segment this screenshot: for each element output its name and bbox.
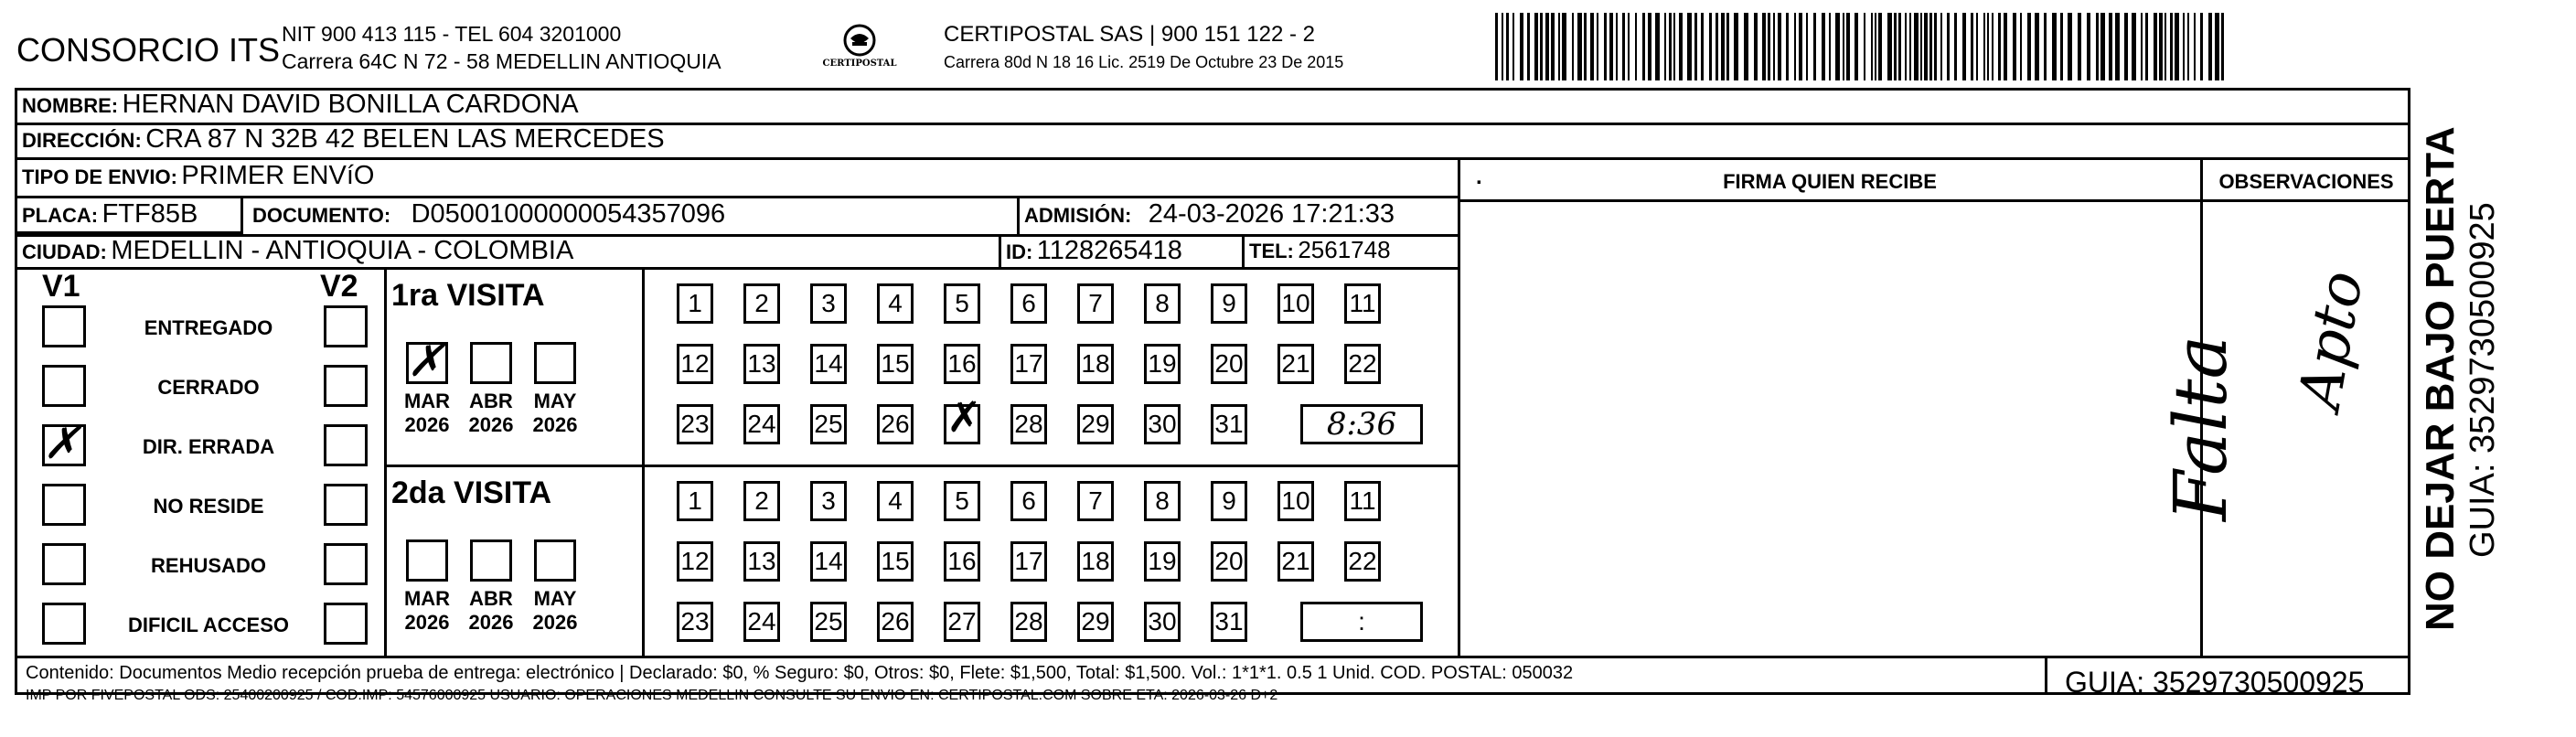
- barcode-bar: [2027, 13, 2031, 80]
- company-nit: NIT 900 413 115 - TEL 604 3201000: [282, 22, 622, 46]
- barcode-bar: [2044, 13, 2047, 80]
- day-box[interactable]: [944, 392, 982, 444]
- barcode-bar: [1655, 13, 1660, 80]
- tel-label: TEL:: [1249, 240, 1294, 262]
- day-box[interactable]: 1: [677, 283, 713, 324]
- barcode-bar: [2170, 13, 2173, 80]
- observaciones-label: OBSERVACIONES: [2218, 170, 2394, 193]
- day-box[interactable]: 12: [677, 344, 713, 384]
- day-box[interactable]: 18: [1077, 344, 1114, 384]
- direccion-value: CRA 87 N 32B 42 BELEN LAS MERCEDES: [145, 124, 665, 154]
- barcode-bar: [1648, 13, 1651, 80]
- v2-label: V2: [320, 269, 358, 304]
- barcode-bar: [1709, 13, 1712, 80]
- barcode-bar: [1905, 13, 1907, 80]
- month-year: 2026: [468, 413, 514, 436]
- barcode-bar: [1551, 13, 1555, 80]
- barcode-bar: [2141, 13, 2143, 80]
- barcode-bar: [1864, 13, 1865, 80]
- day-box[interactable]: 30: [1144, 404, 1181, 444]
- day-box[interactable]: 29: [1077, 602, 1114, 642]
- barcode-bar: [1878, 13, 1882, 80]
- v1-checkbox[interactable]: [42, 484, 86, 526]
- month-year: 2026: [468, 611, 514, 634]
- day-box[interactable]: 9: [1211, 283, 1247, 324]
- day-box[interactable]: 4: [877, 481, 914, 521]
- day-box[interactable]: 16: [944, 344, 980, 384]
- barcode-bar: [1635, 13, 1637, 80]
- barcode-bar: [1909, 13, 1911, 80]
- barcode-bar: [1835, 13, 1840, 80]
- barcode-bar: [1829, 13, 1831, 80]
- status-label: NO RESIDE: [153, 495, 264, 518]
- crossed-day-mark: ✗: [946, 392, 982, 442]
- barcode-bar: [1512, 13, 1514, 80]
- day-box[interactable]: 6: [1010, 283, 1047, 324]
- barcode-bar: [1679, 13, 1683, 80]
- v1-checkbox[interactable]: [42, 603, 86, 645]
- barcode-bar: [2078, 13, 2081, 80]
- barcode-bar: [2124, 13, 2128, 80]
- check-mark-icon: ✗: [407, 336, 444, 387]
- month-checkbox[interactable]: [534, 342, 576, 384]
- month-name: ABR: [469, 390, 513, 412]
- barcode-bar: [1701, 13, 1704, 80]
- day-box[interactable]: 11: [1344, 283, 1381, 324]
- status-label: REHUSADO: [151, 554, 266, 577]
- barcode-bar: [2159, 13, 2163, 80]
- barcode-bar: [1898, 13, 1901, 80]
- month-name: MAR: [403, 587, 451, 610]
- certipostal-logo-icon: [814, 22, 905, 77]
- month-label: [459, 390, 523, 437]
- admision-value: 24-03-2026 17:21:33: [1148, 199, 1395, 229]
- barcode-bar: [1506, 13, 1509, 80]
- barcode-bar: [1962, 13, 1966, 80]
- barcode-bar: [1822, 13, 1825, 80]
- barcode-bar: [1642, 13, 1645, 80]
- barcode-bar: [1778, 13, 1781, 80]
- day-box[interactable]: 24: [743, 602, 780, 642]
- month-checkbox[interactable]: [406, 539, 448, 582]
- day-box[interactable]: 7: [1077, 283, 1114, 324]
- admision-row: [1024, 199, 1395, 230]
- barcode-bar: [2183, 13, 2185, 80]
- company-name: CONSORCIO ITS: [16, 31, 281, 69]
- day-box[interactable]: 18: [1077, 541, 1114, 582]
- month-year: 2026: [532, 413, 578, 436]
- day-box[interactable]: 27: [944, 602, 980, 642]
- barcode-bar: [1983, 13, 1985, 80]
- day-box[interactable]: 24: [743, 404, 780, 444]
- day-box[interactable]: 7: [1077, 481, 1114, 521]
- barcode-bar: [1846, 13, 1850, 80]
- barcode-bar: [1920, 13, 1922, 80]
- barcode-bar: [1520, 13, 1523, 80]
- day-box[interactable]: 8: [1144, 481, 1181, 521]
- barcode-bar: [2060, 13, 2063, 80]
- day-box[interactable]: 20: [1211, 344, 1247, 384]
- tipo-label: TIPO DE ENVIO:: [22, 166, 177, 188]
- barcode-bar: [1799, 13, 1802, 80]
- nombre-label: NOMBRE:: [22, 94, 119, 117]
- firma-label: FIRMA QUIEN RECIBE: [1723, 170, 1937, 193]
- day-box[interactable]: 21: [1277, 344, 1314, 384]
- barcode-bar: [1794, 13, 1796, 80]
- day-box[interactable]: 14: [810, 344, 847, 384]
- day-box[interactable]: 3: [810, 481, 847, 521]
- barcode-bar: [2164, 13, 2166, 80]
- status-label: DIFICIL ACCESO: [127, 614, 289, 636]
- v1-label: V1: [42, 269, 80, 304]
- v2-checkbox[interactable]: [324, 484, 368, 526]
- day-box[interactable]: 5: [944, 481, 980, 521]
- barcode-bar: [2145, 13, 2148, 80]
- barcode-bar: [1987, 13, 1989, 80]
- id-value: 1128265418: [1036, 236, 1182, 265]
- day-box[interactable]: 28: [1010, 602, 1047, 642]
- barcode-bar: [1495, 13, 1498, 80]
- barcode-bar: [2115, 13, 2120, 80]
- barcode-bar: [1914, 13, 1919, 80]
- month-name: MAY: [533, 390, 577, 412]
- barcode-bar: [1813, 13, 1816, 80]
- handwritten-note-apto: Apto: [2286, 265, 2378, 414]
- month-checkbox[interactable]: [470, 342, 512, 384]
- tel-value: 2561748: [1298, 236, 1391, 263]
- visit-title: 1ra VISITA: [391, 278, 545, 313]
- barcode-bar: [1616, 13, 1618, 80]
- v1-checkbox[interactable]: [42, 418, 86, 469]
- barcode-bar: [1894, 13, 1897, 80]
- placa-row: [22, 199, 198, 230]
- month-label: [523, 587, 587, 635]
- nombre-value: HERNAN DAVID BONILLA CARDONA: [122, 90, 579, 119]
- tel-row: [1249, 236, 1391, 264]
- barcode-bar: [1572, 13, 1574, 80]
- barcode-bar: [1871, 13, 1873, 80]
- barcode-bar: [1716, 13, 1718, 80]
- month-name: ABR: [469, 587, 513, 610]
- barcode-bar: [1768, 13, 1770, 80]
- day-box[interactable]: 1: [677, 481, 713, 521]
- carrier-name: CERTIPOSTAL SAS | 900 151 122 - 2: [944, 22, 1315, 47]
- barcode-bar: [1628, 13, 1630, 80]
- barcode-bar: [2154, 13, 2157, 80]
- barcode-bar: [1998, 13, 2001, 80]
- day-box[interactable]: 2: [743, 283, 780, 324]
- barcode-bar: [2109, 13, 2112, 80]
- barcode-bar: [1875, 13, 1876, 80]
- day-box[interactable]: 26: [877, 602, 914, 642]
- barcode-bar: [1971, 13, 1973, 80]
- barcode-bar: [2200, 13, 2203, 80]
- month-name: MAY: [533, 587, 577, 610]
- day-box[interactable]: 25: [810, 404, 847, 444]
- barcode-bar: [1597, 13, 1598, 80]
- barcode-bar: [1976, 13, 1978, 80]
- barcode-bar: [1843, 13, 1844, 80]
- barcode-bar: [2194, 13, 2196, 80]
- barcode-bar: [1577, 13, 1582, 80]
- day-box[interactable]: 13: [743, 541, 780, 582]
- barcode-bar: [1669, 13, 1672, 80]
- month-name: MAR: [403, 390, 451, 412]
- barcode-bar: [1562, 13, 1566, 80]
- documento-label: DOCUMENTO:: [252, 204, 391, 227]
- direccion-label: DIRECCIÓN:: [22, 129, 142, 152]
- barcode-bar: [1762, 13, 1766, 80]
- barcode-bar: [1992, 13, 1993, 80]
- barcode-bar: [1887, 13, 1892, 80]
- barcode-bar: [1540, 13, 1543, 80]
- day-box[interactable]: 26: [877, 404, 914, 444]
- day-box[interactable]: 8: [1144, 283, 1181, 324]
- barcode-bar: [1773, 13, 1775, 80]
- logo-text: CERTIPOSTAL: [822, 59, 897, 69]
- day-box[interactable]: 15: [877, 541, 914, 582]
- day-box[interactable]: 10: [1277, 283, 1314, 324]
- barcode-bar: [1558, 13, 1560, 80]
- barcode-bar: [2004, 13, 2007, 80]
- day-box[interactable]: 22: [1344, 344, 1381, 384]
- v2-checkbox[interactable]: [324, 543, 368, 585]
- footer-print-info: IMP POR FIVEPOSTAL ODS: 25400200925 / COD.IMP: 54576000925 USUARIO: OPERACIONES MEDELLIN CONSULTE SU ENVIO EN: CERTIPOSTAL.COM SOBRE ETA: 2026-03-26 D+2: [26, 688, 1278, 703]
- day-box[interactable]: 23: [677, 602, 713, 642]
- barcode-bar: [1806, 13, 1808, 80]
- barcode-bar: [1934, 13, 1937, 80]
- barcode-bar: [1604, 13, 1607, 80]
- month-label: [395, 587, 459, 635]
- day-box[interactable]: 31: [1211, 602, 1247, 642]
- day-box[interactable]: 13: [743, 344, 780, 384]
- day-box[interactable]: 17: [1010, 541, 1047, 582]
- barcode-bar: [1929, 13, 1932, 80]
- status-label: ENTREGADO: [144, 316, 273, 339]
- barcode-bar: [2087, 13, 2090, 80]
- day-box[interactable]: 30: [1144, 602, 1181, 642]
- status-label: CERRADO: [157, 376, 260, 399]
- day-box[interactable]: 2: [743, 481, 780, 521]
- v2-checkbox[interactable]: [324, 305, 368, 347]
- barcode-bar: [1609, 13, 1613, 80]
- month-label: [523, 390, 587, 437]
- handwritten-note-falta: Falta: [2158, 335, 2243, 521]
- barcode-bar: [1855, 13, 1858, 80]
- v1-checkbox[interactable]: [42, 365, 86, 407]
- barcode-bar: [2013, 13, 2016, 80]
- day-box[interactable]: 19: [1144, 344, 1181, 384]
- tipo-value: PRIMER ENVíO: [181, 161, 375, 190]
- firma-dot: .: [1476, 165, 1482, 189]
- barcode-bar: [2175, 13, 2179, 80]
- barcode-graphic: [1495, 13, 2227, 80]
- day-box[interactable]: 3: [810, 283, 847, 324]
- month-label: [395, 390, 459, 437]
- v1-checkbox[interactable]: [42, 543, 86, 585]
- month-checkbox[interactable]: [534, 539, 576, 582]
- barcode-bar: [2052, 13, 2057, 80]
- placa-label: PLACA:: [22, 204, 99, 227]
- v2-checkbox[interactable]: [324, 603, 368, 645]
- footer-guia: GUIA: 3529730500925: [2065, 666, 2365, 699]
- barcode: [1495, 13, 2227, 80]
- barcode-bar: [2221, 13, 2224, 80]
- barcode-bar: [2100, 13, 2105, 80]
- barcode-bar: [1590, 13, 1594, 80]
- day-box[interactable]: 4: [877, 283, 914, 324]
- day-box[interactable]: 5: [944, 283, 980, 324]
- v2-checkbox[interactable]: [324, 424, 368, 466]
- barcode-bar: [1502, 13, 1503, 80]
- admision-label: ADMISIÓN:: [1024, 204, 1132, 227]
- v1-checkbox[interactable]: [42, 305, 86, 347]
- ciudad-value: MEDELLIN - ANTIOQUIA - COLOMBIA: [111, 236, 574, 265]
- day-box[interactable]: 12: [677, 541, 713, 582]
- barcode-bar: [1687, 13, 1692, 80]
- day-box[interactable]: 23: [677, 404, 713, 444]
- barcode-bar: [1734, 13, 1738, 80]
- barcode-bar: [1664, 13, 1666, 80]
- day-box[interactable]: 19: [1144, 541, 1181, 582]
- certipostal-logo: [814, 22, 905, 77]
- v2-checkbox[interactable]: [324, 365, 368, 407]
- barcode-bar: [2187, 13, 2189, 80]
- company-address: Carrera 64C N 72 - 58 MEDELLIN ANTIOQUIA: [282, 49, 721, 73]
- day-box[interactable]: 14: [810, 541, 847, 582]
- barcode-bar: [1545, 13, 1549, 80]
- barcode-bar: [2035, 13, 2039, 80]
- status-label: DIR. ERRADA: [142, 435, 275, 458]
- day-box[interactable]: 20: [1211, 541, 1247, 582]
- footer-content: Contenido: Documentos Medio recepción prueba de entrega: electrónico | Declarado: $0, % Seguro: $0, Otros: $0, Flete: $1,500, Total: $1,500. Vol.: 1*1*1. 0.5 1 Unid. COD. POSTAL: 050032: [26, 663, 1574, 683]
- day-box[interactable]: 31: [1211, 404, 1247, 444]
- time-box[interactable]: 8:36: [1300, 404, 1423, 444]
- barcode-bar: [1726, 13, 1729, 80]
- barcode-bar: [2208, 13, 2212, 80]
- barcode-bar: [1694, 13, 1697, 80]
- check-mark-icon: ✗: [43, 418, 80, 469]
- day-box[interactable]: 16: [944, 541, 980, 582]
- barcode-bar: [1534, 13, 1538, 80]
- barcode-bar: [1721, 13, 1725, 80]
- day-box[interactable]: 28: [1010, 404, 1047, 444]
- tipo-row: [22, 161, 374, 191]
- id-label: ID:: [1006, 240, 1033, 263]
- barcode-bar: [2096, 13, 2099, 80]
- day-box[interactable]: 21: [1277, 541, 1314, 582]
- barcode-bar: [2132, 13, 2136, 80]
- barcode-bar: [2068, 13, 2072, 80]
- barcode-bar: [1924, 13, 1928, 80]
- side-guia: GUIA: 3529730500925: [2464, 202, 2502, 558]
- direccion-row: [22, 124, 665, 155]
- barcode-bar: [1947, 13, 1950, 80]
- documento-row: [252, 199, 725, 230]
- day-box[interactable]: 11: [1344, 481, 1381, 521]
- day-box[interactable]: 15: [877, 344, 914, 384]
- day-box[interactable]: 17: [1010, 344, 1047, 384]
- month-checkbox[interactable]: [406, 336, 448, 387]
- day-box[interactable]: 10: [1277, 481, 1314, 521]
- documento-value: D05001000000054357096: [411, 199, 726, 229]
- day-box[interactable]: 25: [810, 602, 847, 642]
- barcode-bar: [1527, 13, 1530, 80]
- side-warning: NO DEJAR BAJO PUERTA: [2418, 126, 2463, 631]
- ciudad-label: CIUDAD:: [22, 240, 107, 263]
- month-label: [459, 587, 523, 635]
- barcode-bar: [2215, 13, 2219, 80]
- nombre-row: [22, 90, 579, 120]
- month-year: 2026: [404, 413, 450, 436]
- barcode-bar: [1673, 13, 1675, 80]
- barcode-bar: [1786, 13, 1789, 80]
- placa-value: FTF85B: [102, 199, 198, 229]
- month-checkbox[interactable]: [470, 539, 512, 582]
- barcode-bar: [1622, 13, 1625, 80]
- ciudad-row: [22, 236, 573, 266]
- id-row: [1006, 236, 1182, 266]
- month-year: 2026: [404, 611, 450, 634]
- day-box[interactable]: 9: [1211, 481, 1247, 521]
- barcode-bar: [1584, 13, 1587, 80]
- barcode-bar: [2020, 13, 2022, 80]
- carrier-address: Carrera 80d N 18 16 Lic. 2519 De Octubre 23 De 2015: [944, 53, 1344, 71]
- visit-title: 2da VISITA: [391, 475, 552, 510]
- month-year: 2026: [532, 611, 578, 634]
- barcode-bar: [1744, 13, 1748, 80]
- barcode-bar: [1954, 13, 1957, 80]
- day-box[interactable]: 6: [1010, 481, 1047, 521]
- day-box[interactable]: 22: [1344, 541, 1381, 582]
- time-box[interactable]: :: [1300, 602, 1423, 642]
- day-box[interactable]: 29: [1077, 404, 1114, 444]
- barcode-bar: [1940, 13, 1942, 80]
- barcode-bar: [1754, 13, 1758, 80]
